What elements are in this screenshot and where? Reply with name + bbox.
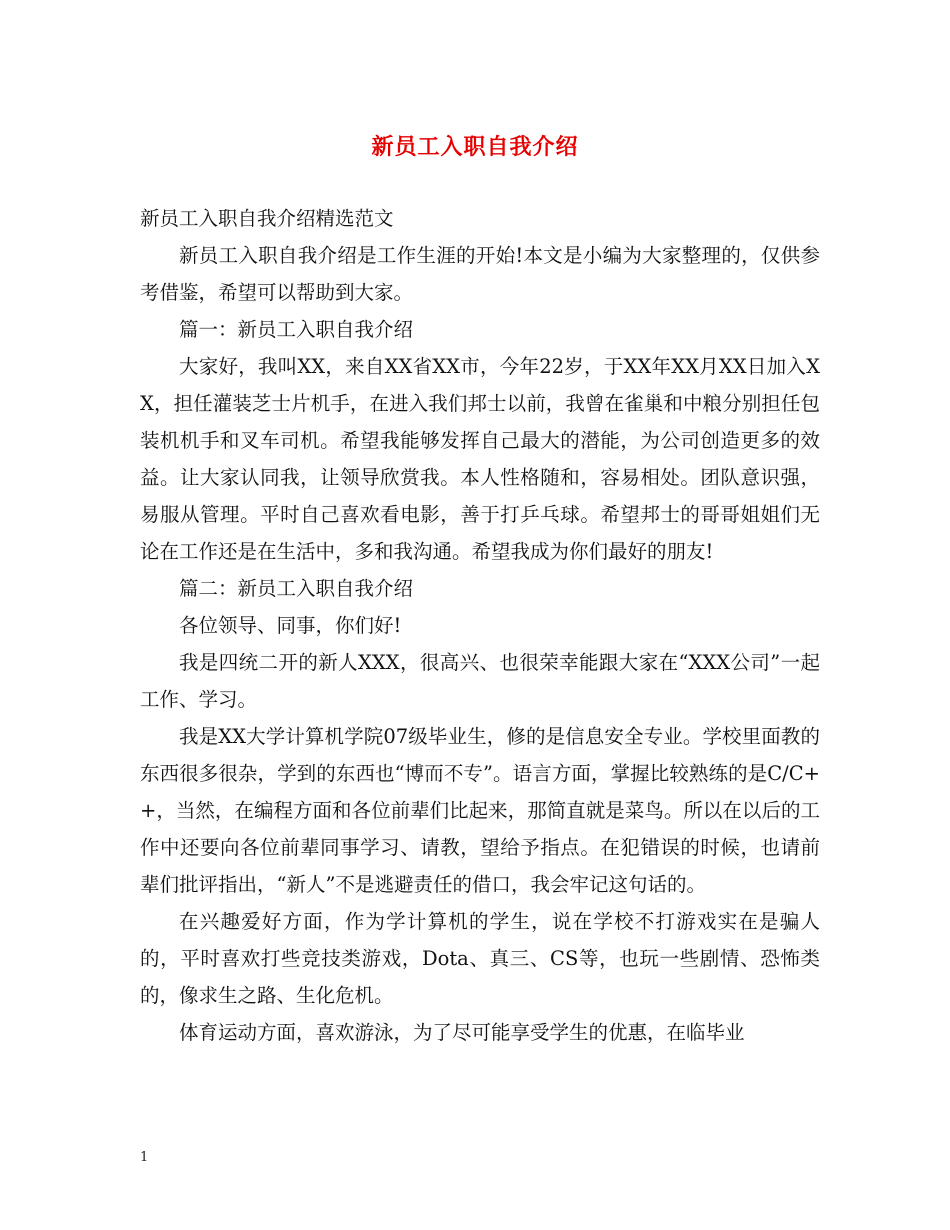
section-heading-1: 篇一：新员工入职自我介绍 — [179, 318, 414, 341]
document-body — [140, 200, 820, 1051]
paragraph: 在兴趣爱好方面，作为学计算机的学生，说在学校不打游戏实在是骗人的，平时喜欢打些竞技类游戏，Dota、真三、CS等，也玩一些剧情、恐怖类的，像求生之路、生化危机。 — [140, 910, 820, 1007]
paragraph-intro: 新员工入职自我介绍是工作生涯的开始!本文是小编为大家整理的，仅供参考借鉴，希望可以帮助到大家。 — [140, 244, 820, 304]
paragraph: 大家好，我叫XX，来自XX省XX市，今年22岁，于XX年XX月XX日加入XX，担任灌装芝士片机手，在进入我们邦士以前，我曾在雀巢和中粮分别担任包装机机手和叉车司机。希望我能够发挥自己最大的潜能，为公司创造更多的效益。让大家认同我，让领导欣赏我。本人性格随和，容易相处。团队意识强，易服从管理。平时自己喜欢看电影，善于打乒乓球。希望邦士的哥哥姐姐们无论在工作还是在生活中，多和我沟通。希望我成为你们最好的朋友! — [140, 355, 820, 563]
paragraph: 体育运动方面，喜欢游泳，为了尽可能享受学生的优惠，在临毕业 — [179, 1021, 745, 1044]
document-title: 新员工入职自我介绍 — [371, 134, 579, 160]
paragraph-subtitle: 新员工入职自我介绍精选范文 — [140, 207, 394, 230]
page-number: 1 — [140, 1150, 149, 1165]
paragraph: 各位领导、同事，你们好! — [179, 614, 402, 637]
paragraph: 我是XX大学计算机学院07级毕业生，修的是信息安全专业。学校里面教的东西很多很杂，学到的东西也“博而不专”。语言方面，掌握比较熟练的是C/C++，当然，在编程方面和各位前辈们比起来，那简直就是菜鸟。所以在以后的工作中还要向各位前辈同事学习、请教，望给予指点。在犯错误的时候，也请前辈们批评指出，“新人”不是逃避责任的借口，我会牢记这句话的。 — [140, 725, 820, 896]
section-heading-2: 篇二：新员工入职自我介绍 — [179, 577, 414, 600]
paragraph: 我是四统二开的新人XXX，很高兴、也很荣幸能跟大家在“XXX公司”一起工作、学习。 — [140, 651, 820, 711]
